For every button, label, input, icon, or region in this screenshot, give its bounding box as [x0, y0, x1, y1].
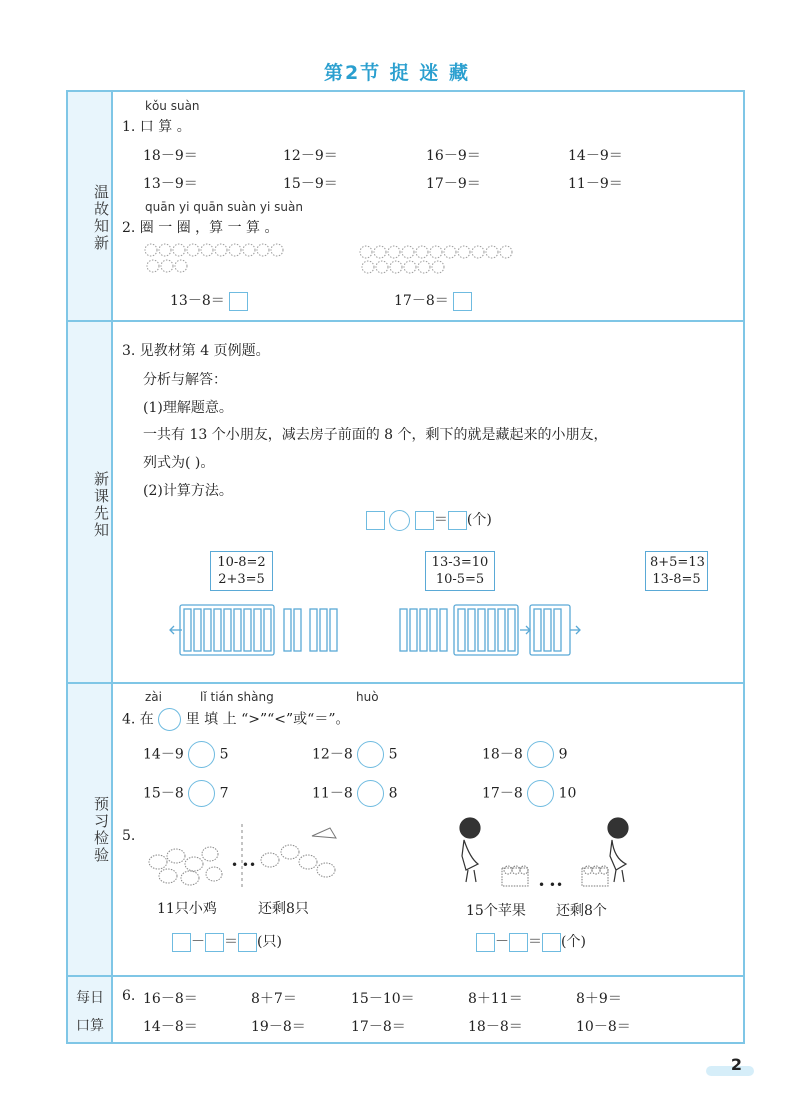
q2-label: 2. 圈 一 圈 ，算 一 算 。 — [122, 220, 279, 236]
q3-equation-template: ＝ (个) — [366, 509, 492, 531]
q3-description: 一共有 13 个小朋友，减去房子前面的 8 个，剩下的就是藏起来的小朋友， — [143, 427, 608, 443]
q1-pinyin: kǒu suàn — [145, 99, 200, 113]
q6-item: 8＋9＝ — [576, 991, 622, 1007]
section-label-preview: 新课先知 — [92, 471, 110, 539]
q5-label: 5. — [122, 828, 136, 844]
q4-pinyin-zai: zài — [145, 690, 162, 704]
sticks-diagram-2 — [398, 600, 583, 660]
dots-group-13-image — [143, 240, 293, 276]
method-line: 10-8=2 — [217, 555, 266, 570]
q6-item: 10－8＝ — [576, 1019, 631, 1035]
method-line: 2+3=5 — [218, 572, 265, 587]
answer-box[interactable] — [509, 933, 528, 952]
method-line: 10-5=5 — [435, 572, 485, 587]
q2-equation-1: 13－8＝ — [170, 290, 248, 311]
q1-item: 11－9＝ — [568, 176, 623, 192]
q3-formula: 列式为( )。 — [143, 455, 215, 471]
compare-circle[interactable] — [527, 780, 554, 807]
dots-group-17-image — [358, 242, 518, 276]
compare-circle[interactable] — [527, 741, 554, 768]
q4-pinyin-li: lǐ tián shàng — [200, 690, 274, 704]
q6-item: 8＋11＝ — [468, 991, 523, 1007]
compare-circle[interactable] — [188, 780, 215, 807]
q1-label: 1. 口 算 。 — [122, 119, 191, 135]
q6-item: 8＋7＝ — [251, 991, 297, 1007]
circle-icon — [158, 708, 181, 731]
q4-item: 12－8 5 — [312, 741, 398, 768]
answer-box[interactable] — [366, 511, 385, 530]
q6-item: 16－8＝ — [143, 991, 198, 1007]
dots-icon: • •• — [231, 858, 257, 872]
q4-pinyin-huo: huò — [356, 690, 379, 704]
q4-label-end: 里 填 上 “>”“<”或“＝”。 — [185, 711, 350, 728]
q1-item: 16－9＝ — [426, 148, 481, 164]
section-label-mental: 口算 — [76, 1018, 104, 1034]
answer-box[interactable] — [453, 292, 472, 311]
q6-item: 14－8＝ — [143, 1019, 198, 1035]
answer-box[interactable] — [229, 292, 248, 311]
answer-box[interactable] — [205, 933, 224, 952]
section-label-check: 预习检验 — [92, 796, 110, 864]
chicks-image — [140, 822, 345, 892]
page-number: 2 — [730, 1055, 742, 1074]
compare-circle[interactable] — [357, 741, 384, 768]
section-label-daily: 每日 — [76, 990, 104, 1006]
sticks-diagram-1 — [168, 600, 353, 660]
section-label-review: 温故知新 — [92, 184, 110, 252]
q2-equation-2: 17－8＝ — [394, 290, 472, 311]
answer-box[interactable] — [542, 933, 561, 952]
q3-step1: (1)理解题意。 — [143, 400, 233, 416]
q2-pinyin: quān yi quān suàn yi suàn — [145, 200, 303, 214]
answer-box[interactable] — [476, 933, 495, 952]
page-title: 第2节 捉 迷 藏 — [323, 62, 471, 84]
q5-right-equation: － ＝ (个) — [476, 931, 586, 952]
q1-item: 14－9＝ — [568, 148, 623, 164]
method-line: 13-3=10 — [431, 555, 489, 570]
q3-step2: (2)计算方法。 — [143, 483, 233, 499]
q5-left-remain: 还剩8只 — [258, 901, 309, 917]
method-line: 8+5=13 — [650, 555, 705, 570]
method-box-3 — [645, 551, 708, 591]
q5-left-total: 11只小鸡 — [157, 901, 217, 917]
q1-item: 15－9＝ — [283, 176, 338, 192]
q4-item: 17－8 10 — [482, 780, 576, 807]
q4-item: 14－9 5 — [143, 741, 229, 768]
q5-right-total: 15个苹果 — [466, 903, 526, 919]
q1-item: 17－9＝ — [426, 176, 481, 192]
q4-item: 15－8 7 — [143, 780, 229, 807]
dots-icon: • •• — [538, 878, 564, 892]
q3-label: 3. 见教材第 4 页例题。 — [122, 343, 270, 359]
answer-box[interactable] — [415, 511, 434, 530]
operator-circle[interactable] — [389, 510, 410, 531]
answer-box[interactable] — [238, 933, 257, 952]
q5-left-equation: － ＝ (只) — [172, 931, 282, 952]
q6-item: 17－8＝ — [351, 1019, 406, 1035]
q6-label: 6. — [122, 988, 136, 1004]
q5-right-remain: 还剩8个 — [556, 903, 607, 919]
divider — [66, 320, 745, 322]
q1-item: 12－9＝ — [283, 148, 338, 164]
divider — [66, 682, 745, 684]
compare-circle[interactable] — [188, 741, 215, 768]
divider — [66, 975, 745, 977]
q6-item: 15－10＝ — [351, 991, 415, 1007]
compare-circle[interactable] — [357, 780, 384, 807]
q6-item: 18－8＝ — [468, 1019, 523, 1035]
q1-item: 18－9＝ — [143, 148, 198, 164]
q4-label — [122, 708, 349, 731]
q4-item: 11－8 8 — [312, 780, 398, 807]
q3-analysis: 分析与解答： — [143, 372, 227, 388]
q1-item: 13－9＝ — [143, 176, 198, 192]
method-line: 13-8=5 — [652, 572, 701, 587]
method-box-2 — [425, 551, 495, 591]
answer-box[interactable] — [172, 933, 191, 952]
q6-item: 19－8＝ — [251, 1019, 306, 1035]
q4-item: 18－8 9 — [482, 741, 568, 768]
answer-box[interactable] — [448, 511, 467, 530]
method-box-1 — [210, 551, 273, 591]
q4-label-start: 4. 在 — [122, 711, 154, 728]
